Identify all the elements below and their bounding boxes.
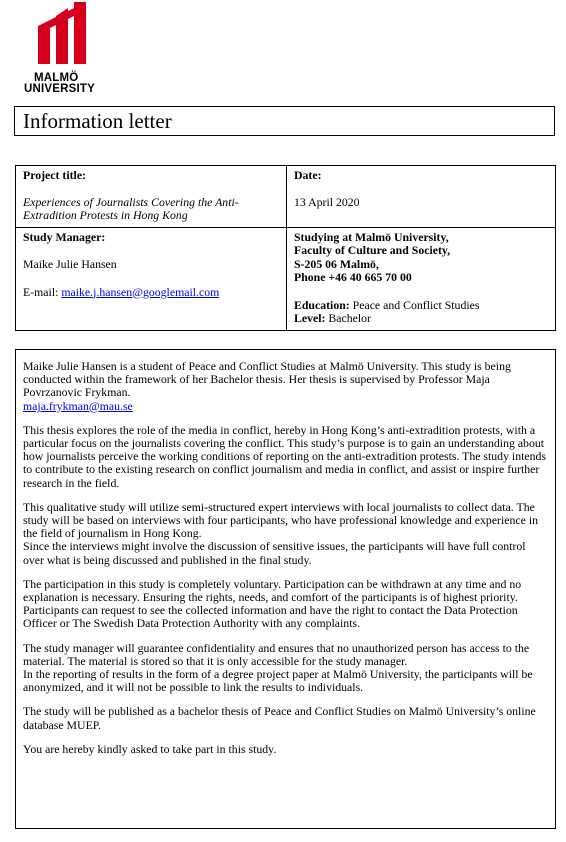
- paragraph-method: [23, 501, 549, 567]
- project-title-cell: [16, 166, 287, 228]
- project-info-table: [15, 165, 556, 331]
- title-box: [14, 106, 555, 136]
- date-label: Date:: [294, 168, 322, 182]
- supervisor-email-link[interactable]: maja.frykman@mau.se: [23, 398, 133, 413]
- education-value: Peace and Conflict Studies: [349, 297, 480, 312]
- level-label: Level:: [294, 311, 326, 325]
- project-title-value: Experiences of Journalists Covering the Anti-Extradition Protests in Hong Kong: [23, 194, 239, 222]
- paragraph-intro: [23, 360, 549, 413]
- project-title-label: Project title:: [23, 168, 86, 182]
- date-value: 13 April 2020: [294, 194, 360, 209]
- study-manager-cell: [16, 227, 287, 330]
- paragraph-anonymization: In the reporting of results in the form of a degree project paper at Malmö University, the participants will be anonymized, and it will not be possible to link the results to individuals.: [23, 667, 533, 695]
- level-line: [294, 312, 549, 326]
- paragraph-method-sensitivity: Since the interviews might involve the discussion of sensitive issues, the participants will have full control over what is being discussed and published in the final study.: [23, 539, 526, 567]
- email-label: E-mail:: [23, 284, 62, 299]
- education-label: Education:: [294, 297, 350, 312]
- paragraph-confidentiality-text: The study manager will guarantee confidentiality and ensures that no unauthorized person has access to the material. The material is stored so that it is only accessible for the study manager.: [23, 640, 530, 668]
- university-logo: [22, 2, 112, 95]
- paragraph-invitation: You are hereby kindly asked to take part in this study.: [23, 741, 277, 756]
- study-manager-email-line: [23, 286, 280, 300]
- paragraph-confidentiality: [23, 642, 549, 695]
- date-cell: [287, 166, 556, 228]
- paragraph-voluntary: The participation in this study is completely voluntary. Participation can be withdrawn at any time and no explanation is necessary. Ensuring the rights, needs, and comfort of the participants is of highest priority. Participants can request to see the collected information and have the right to contact the Data Protection Officer or The Swedish Data Protection Authority with any complaints.: [23, 576, 522, 631]
- affiliation-line-2: Faculty of Culture and Society,: [294, 243, 451, 257]
- affiliation-cell: [287, 227, 556, 330]
- letter-body: [15, 349, 556, 829]
- paragraph-purpose: This thesis explores the role of the media in conflict, hereby in Hong Kong’s anti-extradition protests, with a particular focus on the journalists covering the conflict. This study’s purpose is to gain an understanding about how journalists perceive the working conditions of reporting on the anti-extradition protests. The study intends to contribute to the existing research on conflict journalism and media in conflict, and assist or inspire further research in the field.: [23, 422, 547, 490]
- affiliation-line-1: Studying at Malmö University,: [294, 229, 449, 244]
- level-value: Bachelor: [325, 311, 371, 325]
- study-manager-label: Study Manager:: [23, 229, 106, 244]
- study-manager-email-link[interactable]: maike.j.hansen@googlemail.com: [61, 284, 220, 299]
- education-line: [294, 299, 549, 313]
- university-logo-mark: [36, 2, 100, 66]
- paragraph-intro-text: Maike Julie Hansen is a student of Peace and Conflict Studies at Malmö University. This study is being conducted within the framework of her Bachelor thesis. Her thesis is supervised by Professor Maja Povrzanovic Frykman.: [23, 359, 511, 400]
- logo-text-university: UNIVERSITY: [24, 83, 96, 95]
- paragraph-method-text: This qualitative study will utilize semi-structured expert interviews with local journalists to collect data. The study will be based on interviews with four participants, who have professional knowledge and experience in the field of journalism in Hong Kong.: [23, 499, 538, 541]
- logo-text-malmo: MALMÖ: [34, 72, 79, 84]
- study-manager-name: Maike Julie Hansen: [23, 257, 117, 271]
- document-title: Information letter: [23, 109, 172, 133]
- affiliation-line-3: S-205 06 Malmö,: [294, 256, 379, 271]
- paragraph-publication: The study will be published as a bachelor thesis of Peace and Conflict Studies on Malmö University’s online database MUEP.: [23, 704, 536, 732]
- affiliation-phone: Phone +46 40 665 70 00: [294, 270, 412, 284]
